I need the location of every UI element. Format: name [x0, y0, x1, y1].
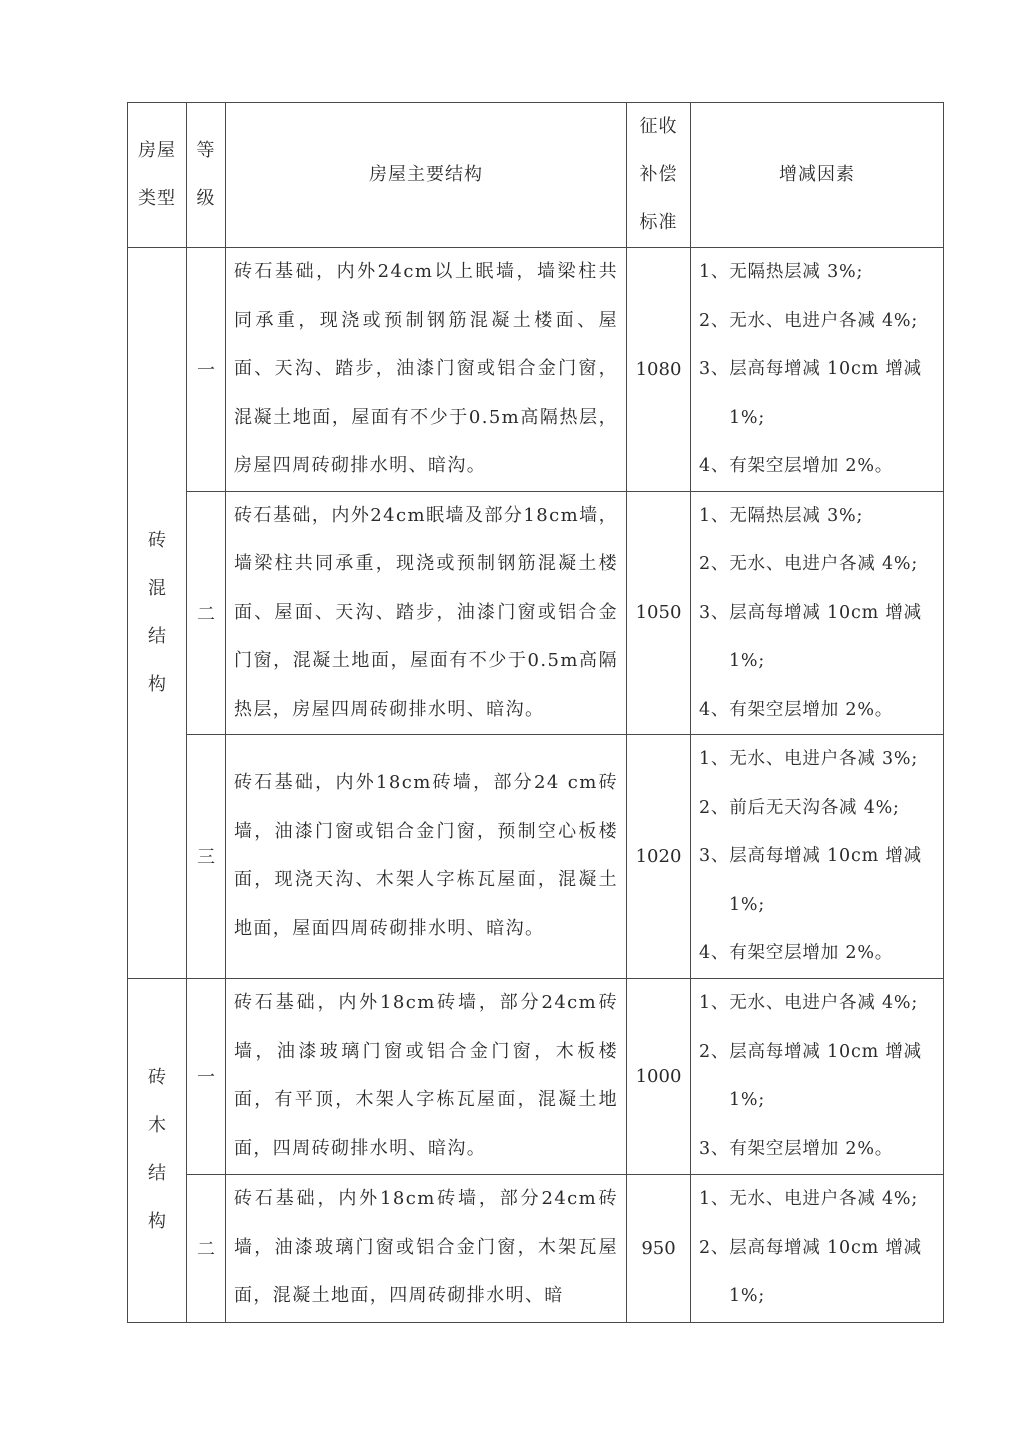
house-type-brick-wood — [128, 978, 187, 1322]
compensation-standard-table — [127, 102, 944, 1323]
type-char: 构 — [148, 1211, 166, 1232]
factor-item: 1、无水、电进户各减 4%; — [699, 1189, 919, 1210]
factors-cell — [691, 1174, 944, 1322]
type-char: 结 — [148, 1163, 166, 1184]
factor-item: 2、层高每增减 10cm 增减 1%; — [699, 1237, 922, 1307]
header-standard-line2: 补偿 — [639, 164, 678, 185]
standard-cell: 1080 — [627, 248, 691, 492]
type-char: 砖 — [148, 529, 166, 551]
factors-cell — [691, 491, 944, 735]
factors-cell — [691, 978, 944, 1174]
header-house-type — [128, 103, 187, 248]
table-row — [128, 1174, 944, 1322]
table-row — [128, 491, 944, 735]
type-char: 构 — [148, 673, 166, 695]
factors-cell — [691, 248, 944, 492]
grade-cell: 二 — [187, 491, 226, 735]
type-char: 木 — [148, 1115, 166, 1136]
header-main-structure: 房屋主要结构 — [226, 103, 627, 248]
factor-item: 3、层高每增减 10cm 增减 1%; — [699, 846, 922, 915]
factor-item: 4、有架空层增加 2%。 — [699, 699, 894, 720]
table-row — [128, 248, 944, 492]
header-house-type-line2: 类型 — [138, 188, 176, 209]
type-char: 砖 — [148, 1067, 166, 1088]
grade-cell: 三 — [187, 735, 226, 979]
factor-item: 1、无水、电进户各减 4%; — [699, 993, 919, 1013]
factor-item: 3、有架空层增加 2%。 — [699, 1138, 894, 1159]
factor-item: 3、层高每增减 10cm 增减 1%; — [699, 602, 922, 671]
grade-cell: 一 — [187, 978, 226, 1174]
header-standard — [627, 103, 691, 248]
house-type-brick-concrete — [128, 248, 187, 979]
standard-cell: 1050 — [627, 491, 691, 735]
type-char: 结 — [148, 625, 166, 647]
factor-item: 1、无隔热层减 3%; — [699, 262, 864, 282]
header-house-type-line1: 房屋 — [138, 140, 176, 161]
header-grade-line1: 等 — [196, 140, 216, 161]
structure-cell: 砖石基础，内外24cm以上眠墙，墙梁柱共同承重，现浇或预制钢筋混凝土楼面、屋面、天沟、踏步，油漆门窗或铝合金门窗，混凝土地面，屋面有不少于0.5m高隔热层，房屋四周砖砌排水明、暗沟。 — [226, 248, 627, 492]
header-row — [128, 103, 944, 248]
factor-item: 2、层高每增减 10cm 增减 1%; — [699, 1041, 922, 1110]
header-grade — [187, 103, 226, 248]
grade-cell: 一 — [187, 248, 226, 492]
structure-cell: 砖石基础，内外18cm砖墙，部分24cm砖墙，油漆玻璃门窗或铝合金门窗，木架瓦屋面，混凝土地面，四周砖砌排水明、暗 — [226, 1174, 627, 1322]
structure-cell: 砖石基础，内外24cm眠墙及部分18cm墙，墙梁柱共同承重，现浇或预制钢筋混凝土楼面、屋面、天沟、踏步，油漆门窗或铝合金门窗，混凝土地面，屋面有不少于0.5m高隔热层，房屋四周砖砌排水明、暗沟。 — [226, 491, 627, 735]
structure-cell: 砖石基础，内外18cm砖墙，部分24 cm砖墙，油漆门窗或铝合金门窗，预制空心板楼面，现浇天沟、木架人字栋瓦屋面，混凝土地面，屋面四周砖砌排水明、暗沟。 — [226, 735, 627, 979]
factor-item: 2、无水、电进户各减 4%; — [699, 310, 919, 331]
header-factors: 增减因素 — [691, 103, 944, 248]
standard-cell: 950 — [627, 1174, 691, 1322]
factors-cell — [691, 735, 944, 979]
table-row — [128, 735, 944, 979]
header-standard-line1: 征收 — [639, 116, 678, 137]
factor-item: 4、有架空层增加 2%。 — [699, 456, 894, 476]
table-row — [128, 978, 944, 1174]
grade-cell: 二 — [187, 1174, 226, 1322]
standard-cell: 1020 — [627, 735, 691, 979]
factor-item: 2、无水、电进户各减 4%; — [699, 554, 919, 574]
factor-item: 3、层高每增减 10cm 增减 1%; — [699, 359, 922, 428]
factor-item: 1、无隔热层减 3%; — [699, 505, 864, 526]
header-standard-line3: 标准 — [639, 212, 678, 233]
header-grade-line2: 级 — [196, 188, 216, 209]
factor-item: 2、前后无天沟各减 4%; — [699, 797, 900, 818]
factor-item: 1、无水、电进户各减 3%; — [699, 749, 919, 769]
structure-cell: 砖石基础，内外18cm砖墙，部分24cm砖墙，油漆玻璃门窗或铝合金门窗，木板楼面，有平顶，木架人字栋瓦屋面，混凝土地面，四周砖砌排水明、暗沟。 — [226, 978, 627, 1174]
standard-cell: 1000 — [627, 978, 691, 1174]
factor-item: 4、有架空层增加 2%。 — [699, 943, 894, 963]
type-char: 混 — [148, 577, 166, 599]
